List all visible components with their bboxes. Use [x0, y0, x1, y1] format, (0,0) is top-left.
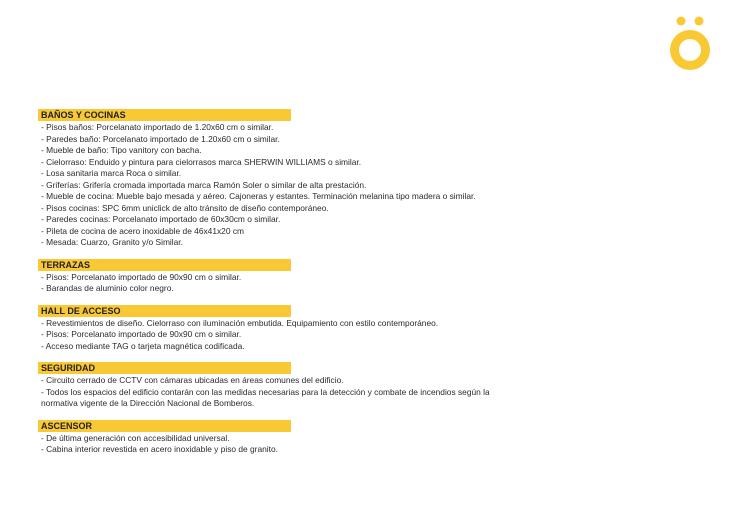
spec-item: - Barandas de aluminio color negro.: [41, 283, 174, 293]
specifications-document: [38, 109, 718, 466]
spec-item: - Mueble de cocina: Mueble bajo mesada y aéreo. Cajoneras y estantes. Terminación melanina tipo madera o similar.: [41, 191, 476, 201]
spec-section: [38, 420, 718, 456]
spec-item: - Griferías: Grifería cromada importada marca Ramón Soler o similar de alta prestación.: [41, 179, 367, 190]
logo-dot-left: [677, 17, 686, 26]
spec-section: [38, 109, 718, 249]
spec-item: - Paredes baño: Porcelanato importado de 1.20x60 cm o similar.: [41, 133, 280, 144]
spec-item: - Mesada: Cuarzo, Granito y/o Similar.: [41, 237, 183, 247]
logo-dot-right: [695, 17, 704, 26]
spec-section: [38, 259, 718, 295]
spec-list: [38, 122, 718, 249]
spec-section: [38, 362, 718, 410]
section-heading: BAÑOS Y COCINAS: [38, 109, 291, 121]
spec-list: [38, 375, 718, 410]
spec-item: - Pisos: Porcelanato importado de 90x90 cm o similar.: [41, 329, 242, 339]
spec-list: [38, 272, 718, 295]
spec-item: - Cabina interior revestida en acero inoxidable y piso de granito.: [41, 444, 278, 454]
spec-item: - Acceso mediante TAG o tarjeta magnética codificada.: [41, 340, 245, 351]
spec-item: - Paredes cocinas: Porcelanato importado de 60x30cm o similar.: [41, 214, 281, 224]
section-heading: SEGURIDAD: [38, 362, 291, 374]
spec-item: - De última generación con accesibilidad universal.: [41, 432, 230, 443]
spec-section: [38, 305, 718, 353]
brand-logo: [668, 14, 712, 72]
spec-item: - Pisos: Porcelanato importado de 90x90 cm o similar.: [41, 271, 242, 282]
spec-item: - Todos los espacios del edificio contarán con las medidas necesarias para la detección y combate de incendios según la normativa vigente de la Dirección Nacional de Bomberos.: [41, 386, 490, 408]
section-heading: HALL DE ACCESO: [38, 305, 291, 317]
spec-item: - Circuito cerrado de CCTV con cámaras ubicadas en áreas comunes del edificio.: [41, 375, 344, 385]
spec-item: - Pisos baños: Porcelanato importado de 1.20x60 cm o similar.: [41, 122, 274, 132]
spec-item: - Pileta de cocina de acero inoxidable de 46x41x20 cm: [41, 225, 244, 236]
spec-item: - Mueble de baño: Tipo vanitory con bacha.: [41, 145, 202, 155]
spec-item: - Pisos cocinas: SPC 6mm uniclick de alto tránsito de diseño contemporáneo.: [41, 202, 329, 213]
spec-list: [38, 433, 718, 456]
spec-item: - Revestimientos de diseño. Cielorraso con iluminación embutida. Equipamiento con estilo contemporáneo.: [41, 317, 439, 328]
spec-list: [38, 318, 718, 353]
section-heading: ASCENSOR: [38, 420, 291, 432]
spec-item: - Cielorraso: Enduido y pintura para cielorrasos marca SHERWIN WILLIAMS o similar.: [41, 156, 362, 167]
logo-ring: [675, 35, 706, 66]
section-heading: TERRAZAS: [38, 259, 291, 271]
spec-item: - Losa sanitaria marca Roca o similar.: [41, 168, 182, 178]
